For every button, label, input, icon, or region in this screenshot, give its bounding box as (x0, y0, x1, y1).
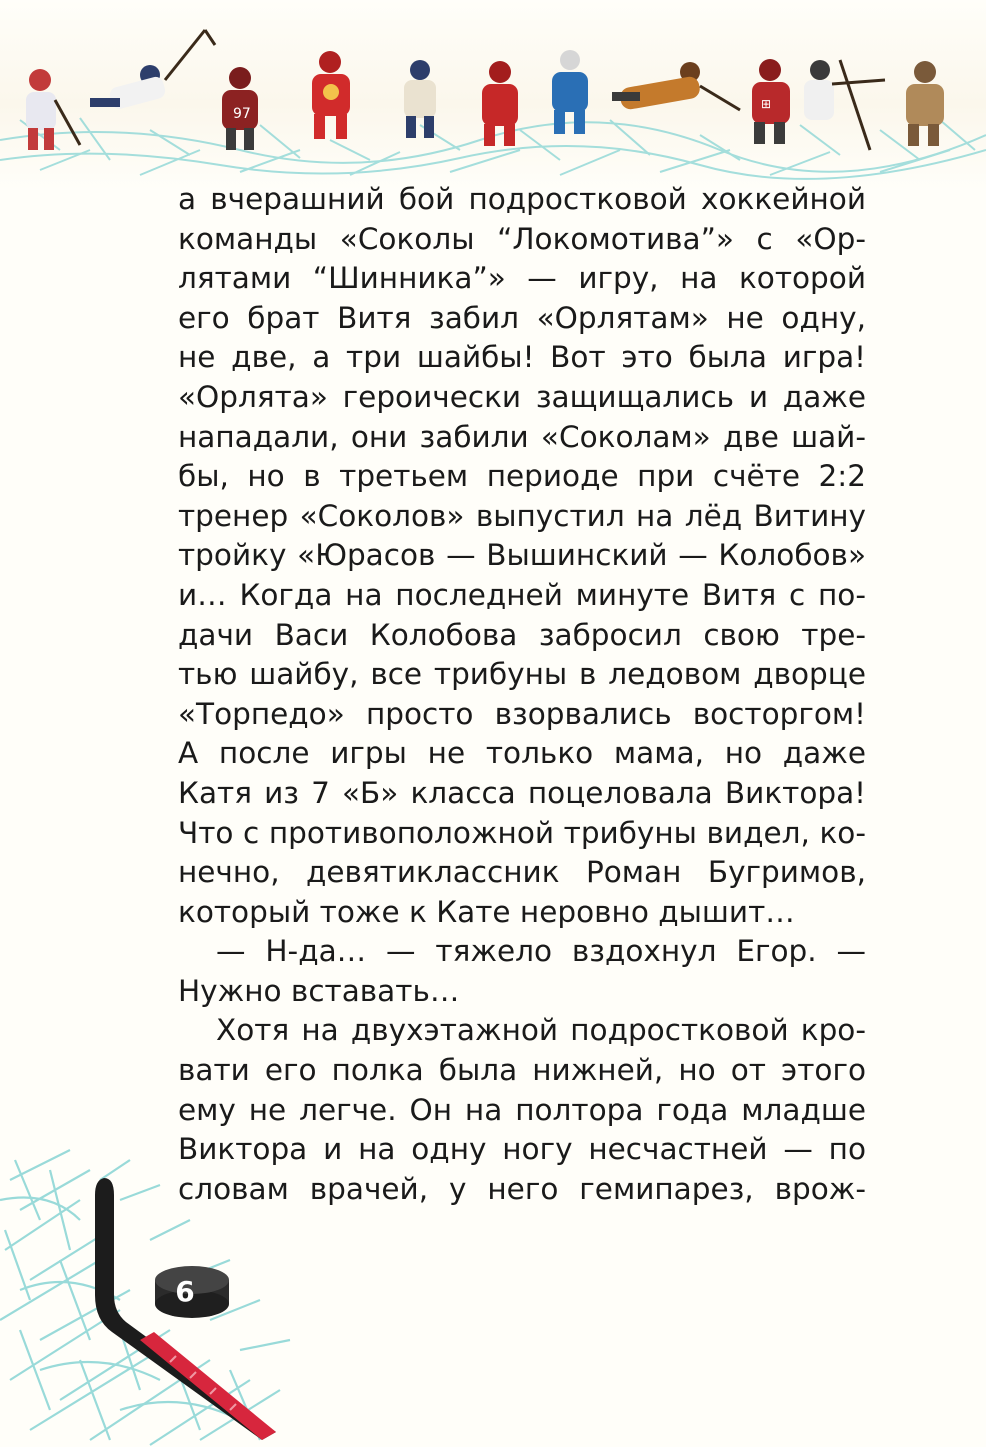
text-line: а вчерашний бой подростковой хоккейной (178, 182, 866, 216)
text-line: тренер «Соколов» выпустил на лёд Витину (178, 498, 866, 533)
text-line: который тоже к Кате неровно дышит… (178, 894, 795, 929)
paragraph-2 (178, 932, 866, 1011)
page-number: 6 (175, 1275, 195, 1308)
svg-text:97: 97 (233, 106, 251, 122)
text-line: тью шайбу, все трибуны в ледовом дворце (178, 657, 866, 692)
text-line: ему не легче. Он на полтора года младше (178, 1092, 866, 1127)
text-line: нечно, девятиклассник Роман Бугримов, (178, 855, 866, 890)
text-line: Нужно вставать… (178, 973, 460, 1008)
text-line: команды «Соколы “Локомотива”» с «Ор- (178, 221, 866, 256)
text-line: — Н-да… — тяжело вздохнул Егор. — (216, 934, 866, 969)
text-line: А после игры не только мама, но даже (178, 736, 866, 771)
text-line: вати его полка была нижней, но от этого (178, 1053, 866, 1088)
svg-text:⊞: ⊞ (761, 97, 772, 111)
text-line: бы, но в третьем периоде при счёте 2:2 (178, 459, 866, 494)
text-line: Хотя на двухэтажной подростковой кро- (216, 1013, 866, 1048)
page-body-text (178, 180, 866, 1209)
paragraph-3 (178, 1011, 866, 1209)
text-line: Что с противоположной трибуны видел, ко- (178, 815, 866, 850)
text-line: не две, а три шайбы! Вот это была игра! (178, 340, 866, 375)
text-line: его брат Витя забил «Орлятам» не одну, (178, 300, 866, 335)
text-line: и… Когда на последней минуте Витя с по- (178, 577, 866, 612)
text-line: нападали, они забили «Соколам» две шай- (178, 419, 866, 454)
text-line: «Торпедо» просто взорвались восторгом! (178, 696, 866, 731)
text-line: «Орлята» героически защищались и даже (178, 379, 866, 414)
hockey-players-banner-illustration (0, 0, 986, 190)
text-line: дачи Васи Колобова забросил свою тре- (178, 617, 866, 652)
text-line: Виктора и на одну ногу несчастней — по (178, 1132, 866, 1167)
text-line: словам врачей, у него гемипарез, врож- (178, 1171, 866, 1206)
text-line: лятами “Шинника”» — игру, на которой (178, 261, 866, 296)
text-line: Катя из 7 «Б» класса поцеловала Виктора! (178, 775, 866, 810)
paragraph-1 (178, 180, 866, 932)
text-line: тройку «Юрасов — Вышинский — Колобов» (178, 538, 866, 573)
